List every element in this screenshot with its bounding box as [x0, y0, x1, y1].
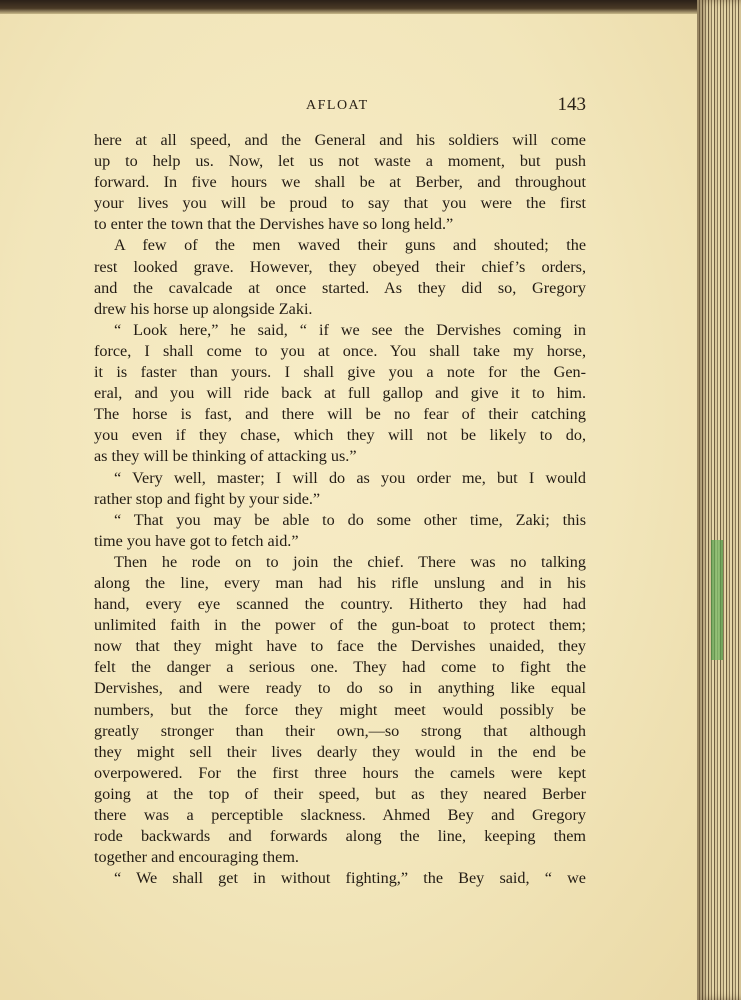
page-header	[94, 96, 586, 120]
page-number: 143	[557, 94, 586, 115]
text-line: “ Look here,” he said, “ if we see the Dervishes coming in	[114, 320, 586, 339]
text-line: here at all speed, and the General and his soldiers will come	[94, 131, 586, 149]
text-line: rode backwards and forwards along the line, keeping them	[94, 827, 586, 846]
text-line: going at the top of their speed, but as they neared Berber	[94, 784, 586, 803]
page-edges	[697, 0, 741, 1000]
text-line: force, I shall come to you at once. You shall take my horse,	[94, 341, 586, 360]
text-line: it is faster than yours. I shall give you a note for the Gen-	[94, 363, 586, 382]
text-line: greatly stronger than their own,—so strong that although	[94, 721, 586, 740]
text-line: to enter the town that the Dervishes have so long held.”	[94, 215, 454, 234]
text-line: there was a perceptible slackness. Ahmed Bey and Gregory	[94, 806, 586, 824]
text-line: unlimited faith in the power of the gun-boat to protect them;	[94, 616, 586, 635]
running-head: AFLOAT	[306, 98, 369, 113]
text-line: “ We shall get in without fighting,” the Bey said, “ we	[114, 869, 586, 888]
body-text	[94, 130, 586, 889]
text-line: felt the danger a serious one. They had come to fight the	[94, 658, 586, 677]
text-line: they might sell their lives dearly they would in the end be	[94, 742, 586, 761]
text-line: The horse is fast, and there will be no fear of their catching	[94, 405, 586, 424]
text-line: and the cavalcade at once started. As they did so, Gregory	[94, 278, 586, 297]
text-line: rest looked grave. However, they obeyed their chief’s orders,	[94, 257, 586, 276]
text-line: hand, every eye scanned the country. Hitherto they had had	[94, 595, 586, 614]
text-line: now that they might have to face the Dervishes unaided, they	[94, 637, 586, 656]
text-line: Dervishes, and were ready to do so in anything like equal	[94, 679, 586, 698]
text-line: along the line, every man had his rifle unslung and in his	[94, 573, 586, 592]
text-line: drew his horse up alongside Zaki.	[94, 299, 313, 318]
text-line: your lives you will be proud to say that you were the first	[94, 194, 586, 213]
book-top-edge	[0, 0, 741, 14]
text-line: A few of the men waved their guns and shouted; the	[114, 236, 586, 255]
text-line: eral, and you will ride back at full gallop and give it to him.	[94, 384, 586, 403]
text-line: forward. In five hours we shall be at Berber, and throughout	[94, 173, 586, 192]
text-line: time you have got to fetch aid.”	[94, 531, 299, 550]
text-line: “ Very well, master; I will do as you order me, but I would	[114, 468, 586, 487]
text-line: as they will be thinking of attacking us.”	[94, 447, 357, 466]
text-line: Then he rode on to join the chief. There was no talking	[114, 552, 586, 571]
text-line: “ That you may be able to do some other time, Zaki; this	[114, 510, 586, 529]
text-line: up to help us. Now, let us not waste a moment, but push	[94, 152, 586, 171]
text-line: you even if they chase, which they will not be likely to do,	[94, 426, 586, 445]
text-line: numbers, but the force they might meet would possibly be	[94, 700, 586, 719]
text-line: rather stop and fight by your side.”	[94, 489, 321, 508]
text-line: together and encouraging them.	[94, 848, 299, 867]
text-line: overpowered. For the first three hours the camels were kept	[94, 763, 586, 782]
